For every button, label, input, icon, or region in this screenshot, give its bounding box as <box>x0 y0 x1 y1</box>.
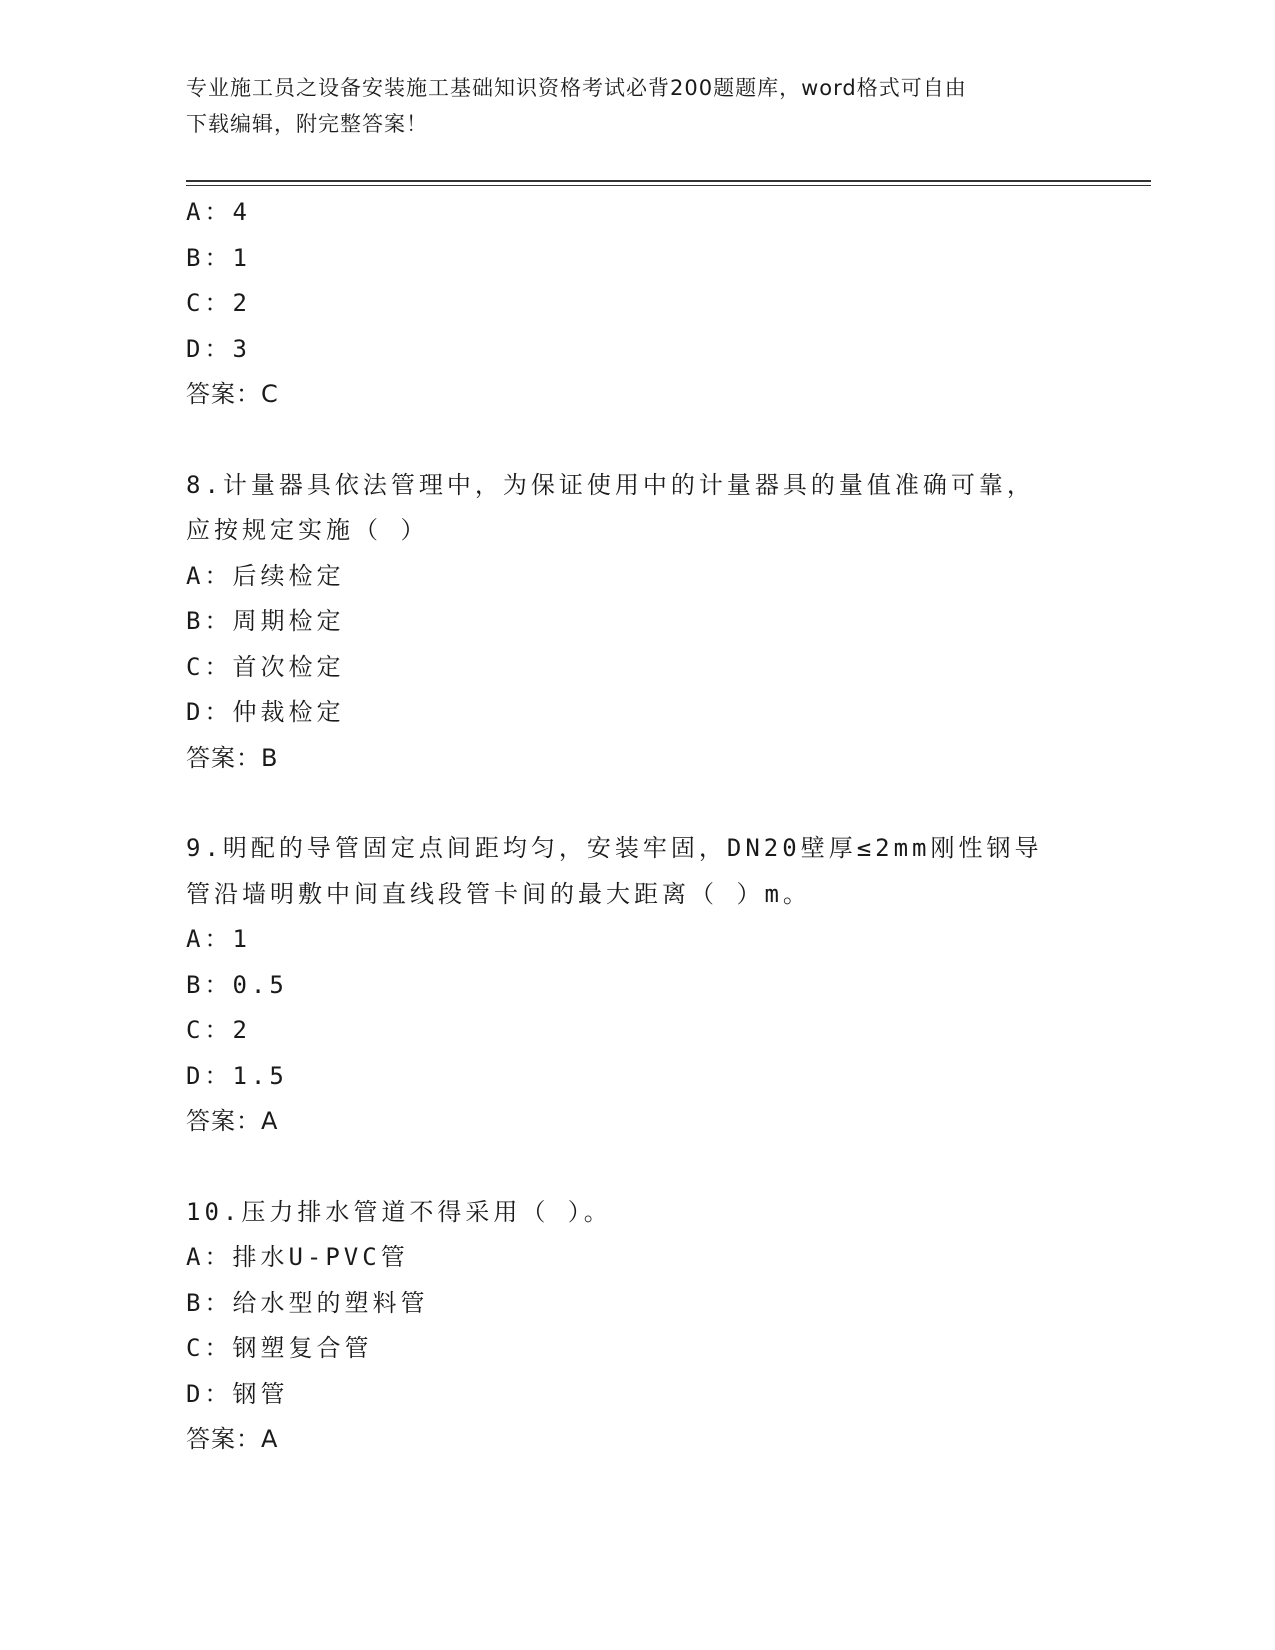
option-a: A：排水U-PVC管 <box>186 1243 409 1271</box>
answer: 答案：B <box>186 743 279 772</box>
header-divider <box>186 180 1151 182</box>
answer: 答案：A <box>186 1107 279 1135</box>
option-c: C：钢塑复合管 <box>186 1334 373 1362</box>
question-text-line-2: 管沿墙明敷中间直线段管卡间的最大距离（ ）m。 <box>186 879 811 908</box>
question-text-line-1: 10.压力排水管道不得采用（ ）。 <box>186 1197 612 1226</box>
question-text-line-1: 8.计量器具依法管理中，为保证使用中的计量器具的量值准确可靠， <box>186 470 1035 499</box>
option-d: D：仲裁检定 <box>186 698 345 726</box>
option-b: B：周期检定 <box>186 607 345 635</box>
option-b: B：0.5 <box>186 970 288 999</box>
header-line-2: 下载编辑，附完整答案！ <box>186 112 428 136</box>
option-d: D：钢管 <box>186 1379 289 1408</box>
question-9 <box>186 826 1146 1145</box>
option-c: C：2 <box>186 1016 251 1044</box>
answer: 答案：A <box>186 1425 279 1453</box>
option-b: B：给水型的塑料管 <box>186 1288 429 1317</box>
option-c: C：2 <box>186 289 251 317</box>
option-b: B：1 <box>186 243 251 272</box>
document-page <box>186 70 1146 1463</box>
document-header <box>186 70 1066 142</box>
option-a: A：4 <box>186 198 251 226</box>
option-d: D：1.5 <box>186 1061 288 1090</box>
question-7 <box>186 190 1146 418</box>
answer: 答案：C <box>186 380 279 408</box>
question-text-line-1: 9.明配的导管固定点间距均匀，安装牢固，DN20壁厚≤2mm刚性钢导 <box>186 834 1043 862</box>
option-a: A：1 <box>186 925 251 953</box>
header-line-1: 专业施工员之设备安装施工基础知识资格考试必背200题题库，word格式可自由 <box>186 76 967 100</box>
question-10 <box>186 1190 1146 1463</box>
question-8 <box>186 463 1146 782</box>
option-d: D：3 <box>186 334 251 363</box>
option-a: A：后续检定 <box>186 561 345 590</box>
option-c: C：首次检定 <box>186 652 345 681</box>
question-text-line-2: 应按规定实施（ ） <box>186 516 429 544</box>
